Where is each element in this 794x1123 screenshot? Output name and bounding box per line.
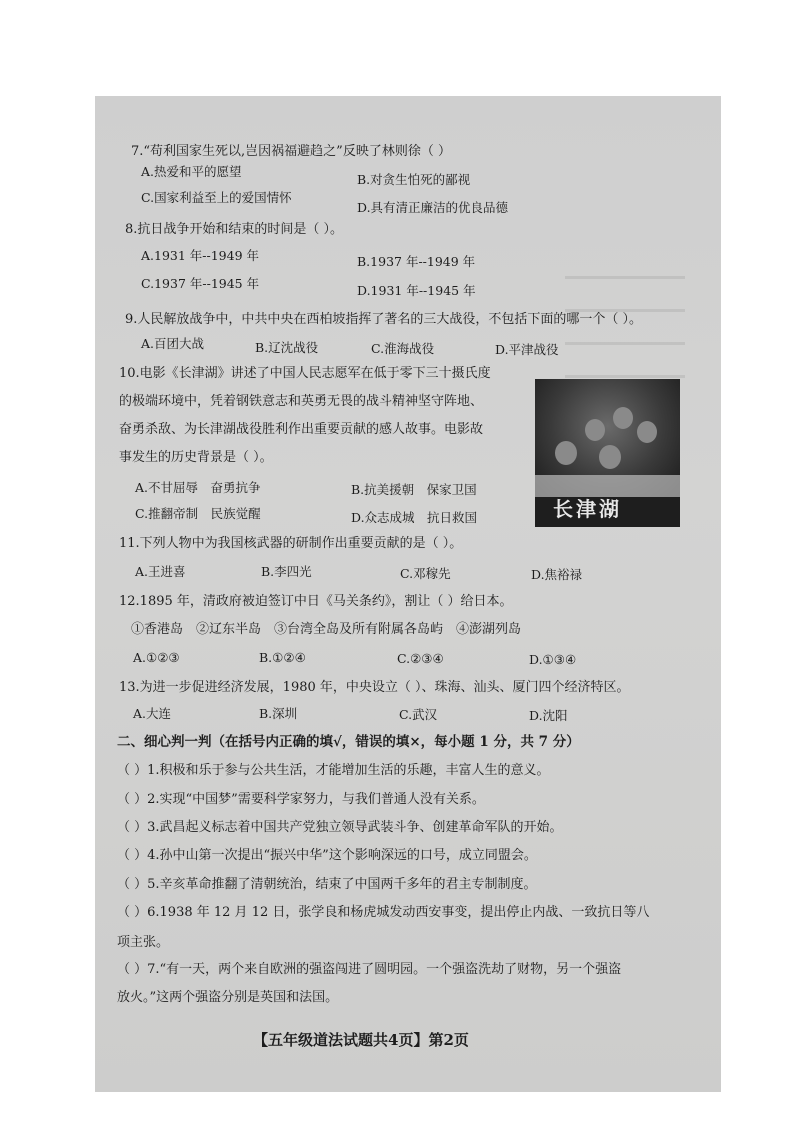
judgment-item-3[interactable]: （ ）3.武昌起义标志着中国共产党独立领导武装斗争、创建革命军队的开始。 (117, 820, 563, 835)
judgment-item-4[interactable]: （ ）4.孙中山第一次提出“振兴中华”这个影响深远的口号，成立同盟会。 (117, 848, 537, 863)
q9-option-c[interactable]: C.淮海战役 (371, 341, 435, 356)
soldier-figure (555, 441, 577, 465)
q10-option-b[interactable]: B.抗美援朝 保家卫国 (351, 482, 477, 497)
q13-option-d[interactable]: D.沈阳 (529, 708, 568, 723)
soldier-figure (613, 407, 633, 429)
judgment-item-2[interactable]: （ ）2.实现“中国梦”需要科学家努力，与我们普通人没有关系。 (117, 792, 485, 807)
judgment-item-1[interactable]: （ ）1.积极和乐于参与公共生活，才能增加生活的乐趣，丰富人生的意义。 (117, 763, 550, 778)
q12-candidate-items: ①香港岛 ②辽东半岛 ③台湾全岛及所有附属各岛屿 ④澎湖列岛 (131, 622, 522, 637)
q12-stem: 12.1895 年，清政府被迫签订中日《马关条约》，割让（ ）给日本。 (119, 594, 513, 609)
q8-stem: 8.抗日战争开始和结束的时间是（ ）。 (125, 222, 344, 237)
page-footer: 【五年级道法试题共4页】第2页 (253, 1031, 469, 1049)
q12-option-c[interactable]: C.②③④ (397, 651, 444, 666)
q9-option-b[interactable]: B.辽沈战役 (255, 340, 319, 355)
q13-option-a[interactable]: A.大连 (133, 706, 172, 721)
q10-stem-line-4: 事发生的历史背景是（ ）。 (119, 450, 273, 465)
q10-option-d[interactable]: D.众志成城 抗日救国 (351, 510, 478, 525)
soldier-figure (585, 419, 605, 441)
judgment-item-7-continued: 放火。”这两个强盗分别是英国和法国。 (117, 990, 339, 1005)
q10-stem-line-1: 10.电影《长津湖》讲述了中国人民志愿军在低于零下三十摄氏度 (119, 366, 491, 381)
soldier-figure (637, 421, 657, 443)
judgment-item-7[interactable]: （ ）7.“有一天，两个来自欧洲的强盗闯进了圆明园。一个强盗洗劫了财物，另一个强盗 (117, 962, 622, 977)
q8-option-b[interactable]: B.1937 年--1949 年 (357, 254, 476, 269)
q8-option-c[interactable]: C.1937 年--1945 年 (141, 276, 260, 291)
q13-option-b[interactable]: B.深圳 (259, 706, 298, 721)
exam-page (95, 96, 721, 1092)
q7-option-c[interactable]: C.国家利益至上的爱国情怀 (141, 190, 292, 205)
q9-option-a[interactable]: A.百团大战 (141, 336, 205, 351)
q10-stem-line-2: 的极端环境中，凭着钢铁意志和英勇无畏的战斗精神坚守阵地、 (119, 394, 484, 409)
q13-option-c[interactable]: C.武汉 (399, 707, 438, 722)
judgment-item-6-continued: 项主张。 (117, 935, 170, 950)
q9-stem: 9.人民解放战争中，中共中央在西柏坡指挥了著名的三大战役，不包括下面的哪一个（ ）。 (125, 312, 643, 327)
q11-stem: 11.下列人物中为我国核武器的研制作出重要贡献的是（ ）。 (119, 536, 463, 551)
changjin-lake-movie-poster (535, 379, 680, 527)
q11-option-c[interactable]: C.邓稼先 (400, 566, 451, 581)
q8-option-d[interactable]: D.1931 年--1945 年 (357, 283, 476, 298)
q8-option-a[interactable]: A.1931 年--1949 年 (141, 248, 260, 263)
q9-option-d[interactable]: D.平津战役 (495, 342, 559, 357)
q10-stem-line-3: 奋勇杀敌、为长津湖战役胜利作出重要贡献的感人故事。电影故 (119, 422, 484, 437)
section-2-heading: 二、细心判一判（在括号内正确的填√，错误的填×，每小题 1 分，共 7 分） (117, 734, 580, 750)
q12-option-a[interactable]: A.①②③ (133, 650, 180, 665)
q10-option-c[interactable]: C.推翻帝制 民族觉醒 (135, 506, 261, 521)
soldier-figure (599, 445, 621, 469)
q11-option-b[interactable]: B.李四光 (261, 564, 312, 579)
q7-option-d[interactable]: D.具有清正廉洁的优良品德 (357, 200, 509, 215)
poster-title: 长津湖 (553, 497, 622, 521)
q10-option-a[interactable]: A.不甘屈辱 奋勇抗争 (135, 480, 261, 495)
q12-option-d[interactable]: D.①③④ (529, 652, 577, 667)
q7-option-b[interactable]: B.对贪生怕死的鄙视 (357, 172, 471, 187)
q12-option-b[interactable]: B.①②④ (259, 650, 306, 665)
q13-stem: 13.为进一步促进经济发展，1980 年，中央设立（ ）、珠海、汕头、厦门四个经济特区。 (119, 680, 630, 695)
q11-option-d[interactable]: D.焦裕禄 (531, 567, 583, 582)
judgment-item-5[interactable]: （ ）5.辛亥革命推翻了清朝统治，结束了中国两千多年的君主专制制度。 (117, 877, 537, 892)
q7-stem: 7.“苟利国家生死以,岂因祸福避趋之”反映了林则徐（ ） (131, 144, 451, 159)
q11-option-a[interactable]: A.王进喜 (135, 564, 186, 579)
q7-option-a[interactable]: A.热爱和平的愿望 (141, 164, 242, 179)
judgment-item-6[interactable]: （ ）6.1938 年 12 月 12 日，张学良和杨虎城发动西安事变，提出停止内战、一致抗日等八 (117, 905, 650, 920)
